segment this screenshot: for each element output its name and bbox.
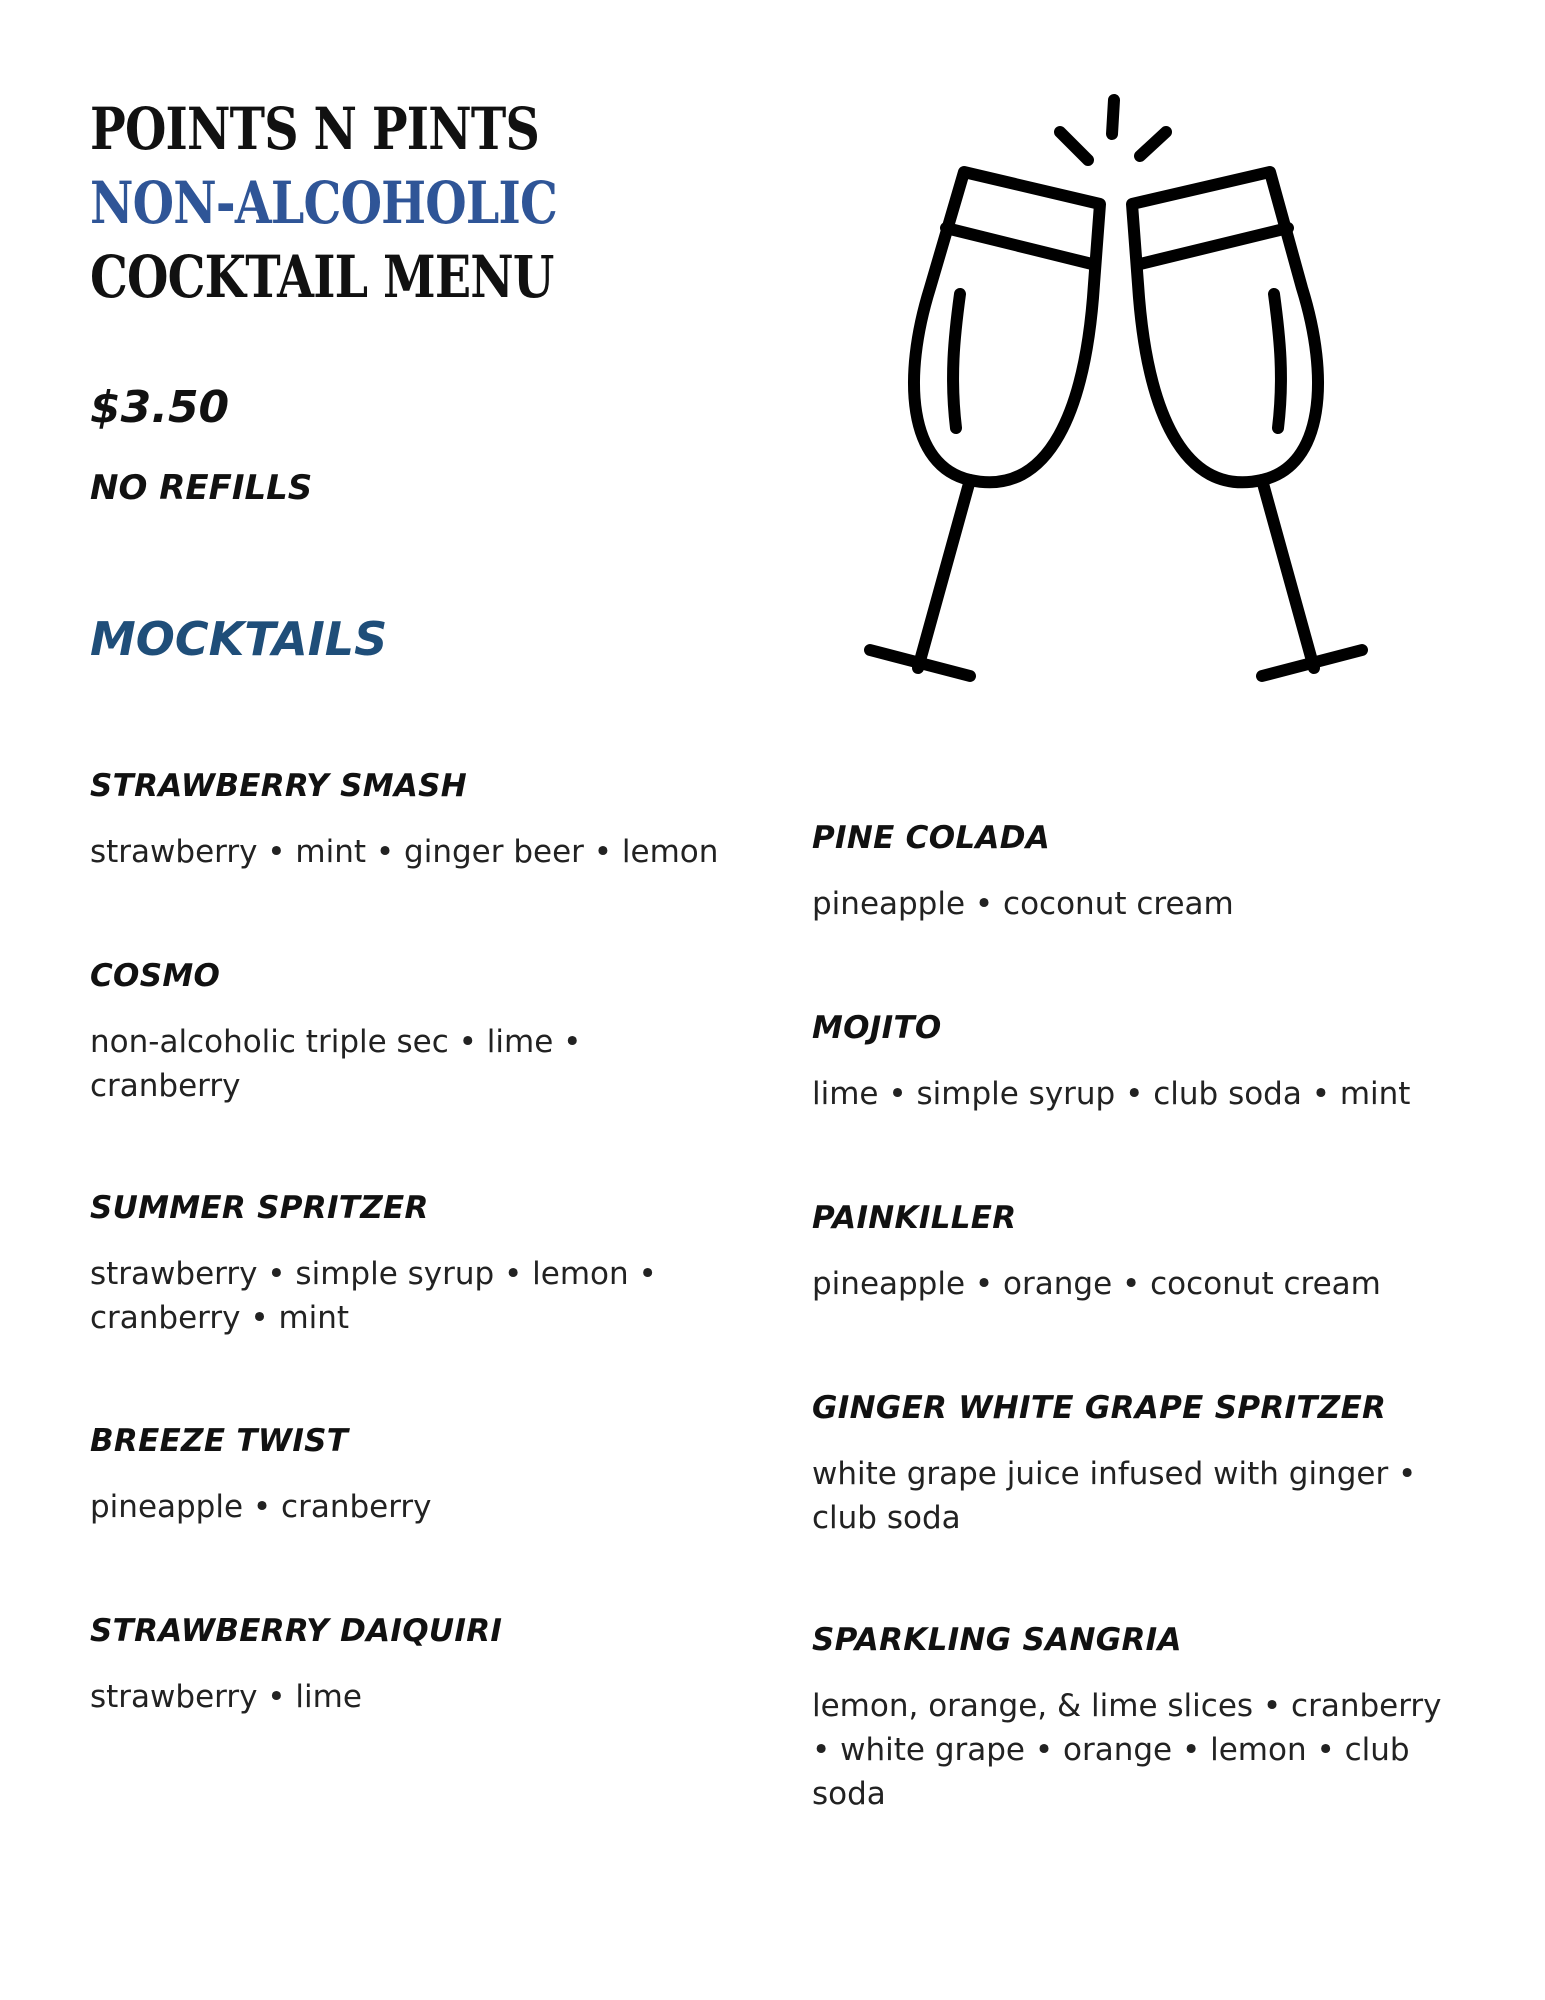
item-name: STRAWBERRY DAIQUIRI xyxy=(90,1613,503,1649)
item-ingredients: strawberry • simple syrup • lemon • cranberry • mint xyxy=(90,1256,657,1336)
item-name: PAINKILLER xyxy=(812,1200,1017,1236)
menu-item xyxy=(90,768,720,874)
item-name: SPARKLING SANGRIA xyxy=(812,1622,1182,1658)
item-name: MOJITO xyxy=(812,1010,942,1046)
title-line-2: NON-ALCOHOLIC xyxy=(90,169,557,237)
menu-item xyxy=(812,1622,1452,1816)
item-ingredients: strawberry • mint • ginger beer • lemon xyxy=(90,834,719,870)
item-ingredients: lemon, orange, & lime slices • cranberry • white grape • orange • lemon • club soda xyxy=(812,1688,1442,1812)
menu-item xyxy=(812,1390,1452,1540)
menu-item xyxy=(812,1010,1452,1116)
item-name: GINGER WHITE GRAPE SPRITZER xyxy=(812,1390,1387,1426)
menu-item xyxy=(90,958,720,1108)
menu-item xyxy=(90,1423,720,1529)
price: $3.50 xyxy=(90,382,230,433)
title-line-1: POINTS N PINTS xyxy=(90,95,539,163)
item-ingredients: white grape juice infused with ginger • club soda xyxy=(812,1456,1417,1536)
item-ingredients: pineapple • coconut cream xyxy=(812,886,1234,922)
menu-title xyxy=(90,92,660,314)
item-ingredients: pineapple • orange • coconut cream xyxy=(812,1266,1381,1302)
menu-item xyxy=(812,1200,1452,1306)
item-name: COSMO xyxy=(90,958,221,994)
item-ingredients: strawberry • lime xyxy=(90,1679,362,1715)
title-line-3: COCKTAIL MENU xyxy=(90,243,554,311)
no-refills-note: NO REFILLS xyxy=(90,468,313,508)
section-heading: MOCKTAILS xyxy=(90,612,388,666)
toasting-glasses-icon xyxy=(850,88,1410,708)
item-name: STRAWBERRY SMASH xyxy=(90,768,468,804)
item-name: BREEZE TWIST xyxy=(90,1423,349,1459)
item-name: PINE COLADA xyxy=(812,820,1051,856)
item-ingredients: non-alcoholic triple sec • lime • cranberry xyxy=(90,1024,582,1104)
item-name: SUMMER SPRITZER xyxy=(90,1190,429,1226)
menu-item xyxy=(812,820,1452,926)
item-ingredients: pineapple • cranberry xyxy=(90,1489,432,1525)
menu-item xyxy=(90,1190,720,1340)
item-ingredients: lime • simple syrup • club soda • mint xyxy=(812,1076,1411,1112)
menu-item xyxy=(90,1613,720,1719)
